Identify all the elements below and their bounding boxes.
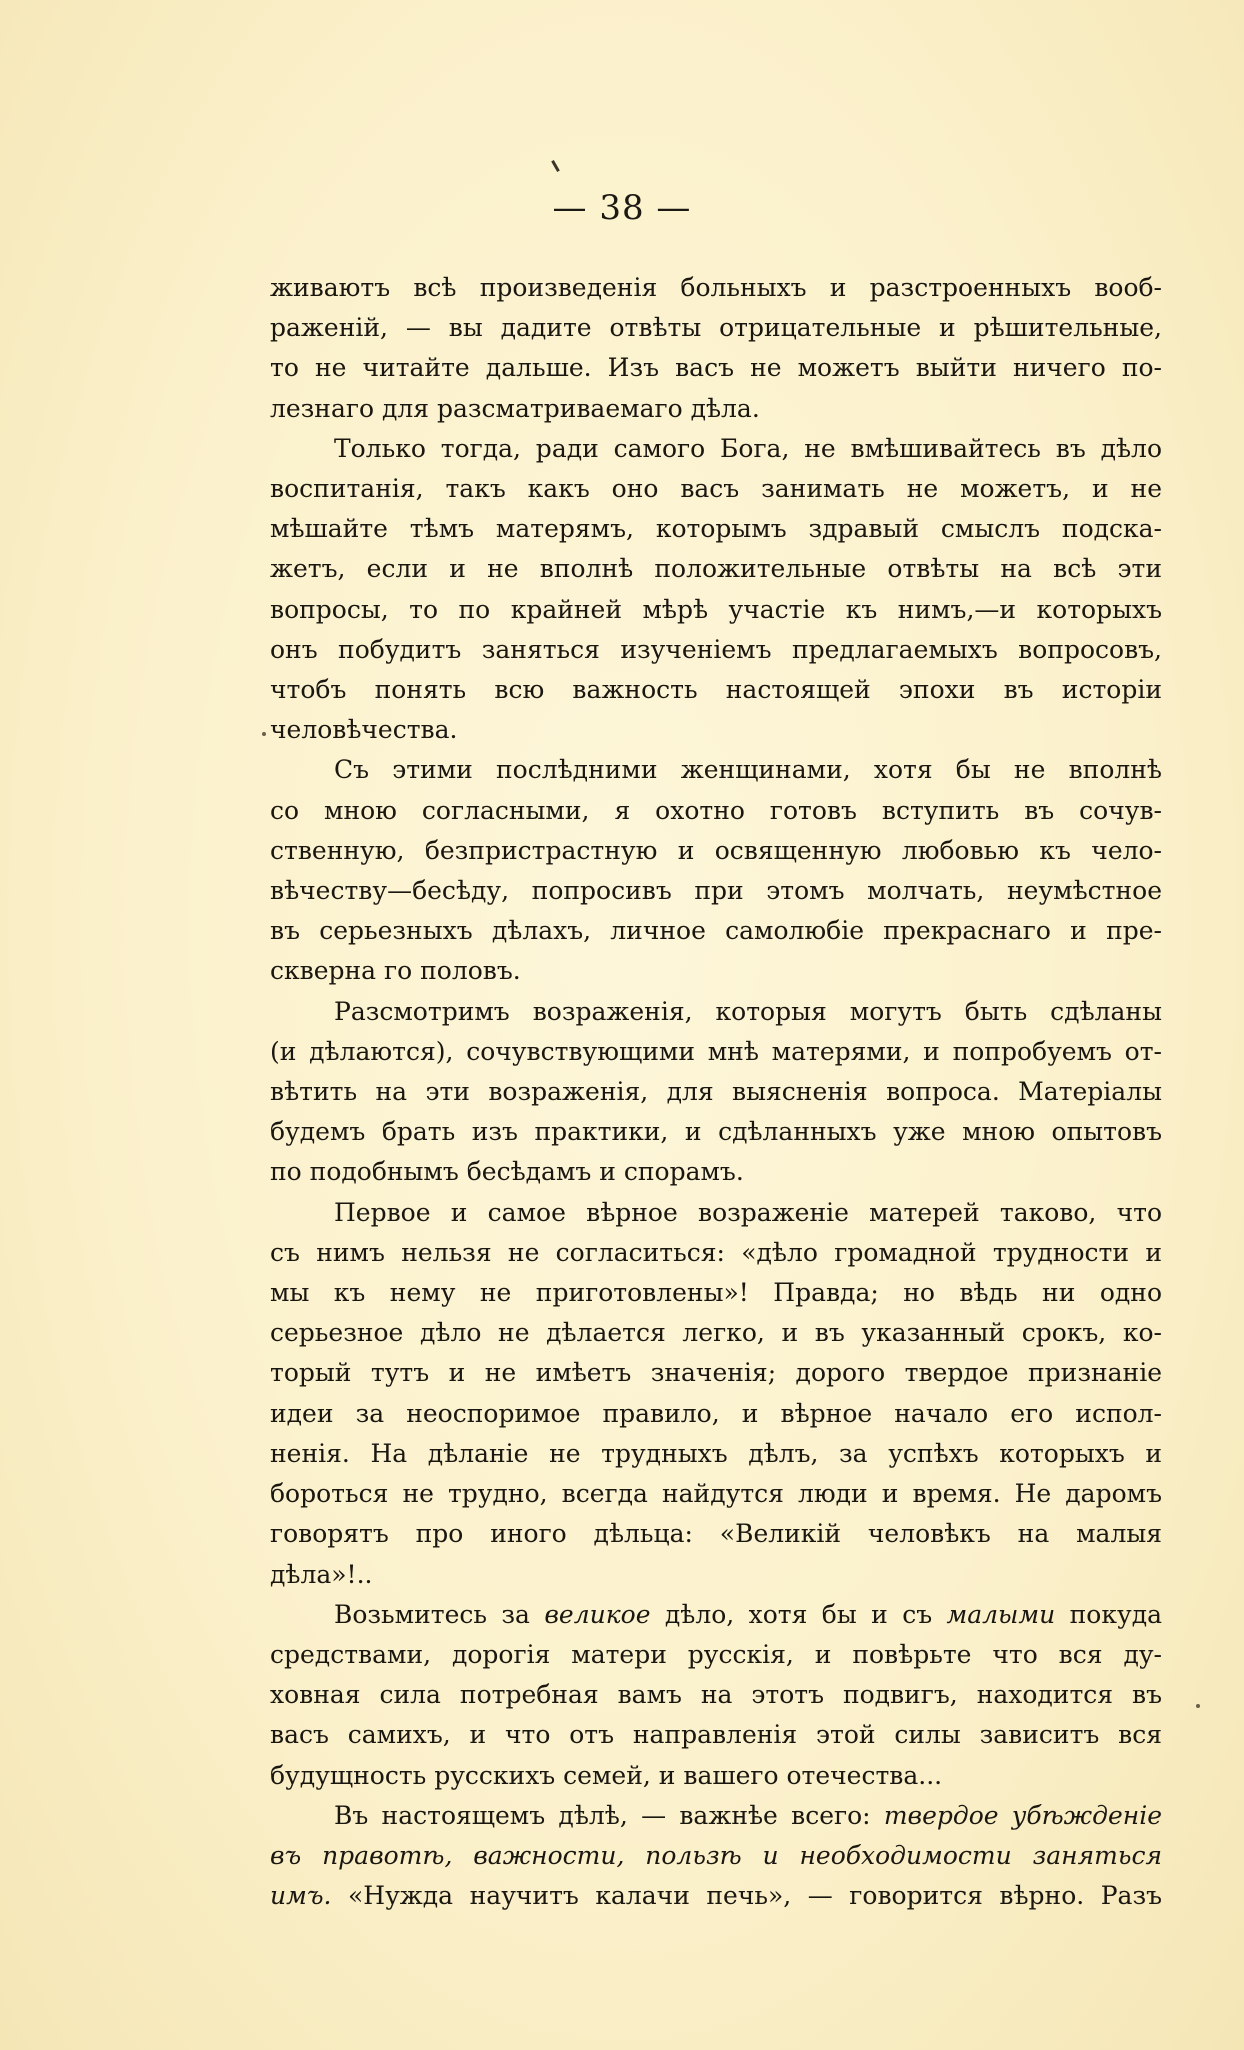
text-line: раженій, — вы дадите отвѣты отрицательные и рѣшительные, (270, 313, 1162, 343)
paragraph (270, 1595, 1162, 1796)
text-line: торый тутъ и не имѣетъ значенія; дорого твердое признаніе (270, 1358, 1162, 1388)
text-line (270, 1595, 1162, 1635)
text-line: дѣла»!.. (270, 1559, 373, 1589)
text-line (270, 1876, 1162, 1916)
text-line: человѣчества. (270, 715, 458, 745)
text-line: живаютъ всѣ произведенія больныхъ и разстроенныхъ вооб- (270, 273, 1162, 302)
paragraph (270, 750, 1162, 991)
text-line: въ серьезныхъ дѣлахъ, личное самолюбіе прекраснаго и пре- (270, 916, 1162, 946)
text-line: говорятъ про иного дѣльца: «Великій человѣкъ на малыя (270, 1519, 1162, 1549)
body-text (270, 268, 1162, 1916)
paragraph (270, 992, 1162, 1193)
text-line: съ нимъ нельзя не согласиться: «дѣло громадной трудности и (270, 1237, 1162, 1267)
ink-speck (262, 732, 266, 736)
text-line: скверна го половъ. (270, 956, 521, 986)
text-line: вопросы, то по крайней мѣрѣ участіе къ нимъ,—и которыхъ (270, 594, 1162, 624)
text-line: Съ этими послѣдними женщинами, хотя бы не вполнѣ (334, 755, 1162, 785)
text-line: лезнаго для разсматриваемаго дѣла. (270, 393, 760, 423)
paragraph (270, 1193, 1162, 1595)
text-line: идеи за неоспоримое правило, и вѣрное начало его испол- (270, 1398, 1162, 1428)
text-line: бороться не трудно, всегда найдутся люди и время. Не даромъ (270, 1479, 1162, 1509)
text-line: Только тогда, ради самого Бога, не вмѣшивайтесь въ дѣло (334, 433, 1162, 463)
text-line: ховная сила потребная вамъ на этотъ подвигъ, находится въ (270, 1680, 1162, 1710)
text-line: онъ побудитъ заняться изученіемъ предлагаемыхъ вопросовъ, (270, 634, 1162, 664)
text-line (270, 1796, 1162, 1836)
text-line: ненія. На дѣланіе не трудныхъ дѣлъ, за успѣхъ которыхъ и (270, 1438, 1162, 1468)
text-line (270, 1836, 1162, 1876)
text-line: серьезное дѣло не дѣлается легко, и въ указанный срокъ, ко- (270, 1318, 1162, 1348)
text-line: Разсмотримъ возраженія, которыя могутъ быть сдѣланы (334, 996, 1162, 1026)
italic-run: твердое убѣжденіе (883, 1800, 1162, 1830)
text-line: вѣтить на эти возраженія, для выясненія вопроса. Матеріалы (270, 1077, 1162, 1107)
page-number: — 38 — (552, 188, 692, 228)
text-line: вѣчеству—бесѣду, попросивъ при этомъ молчать, неумѣстное (270, 876, 1162, 906)
text-line: по подобнымъ бесѣдамъ и спорамъ. (270, 1157, 744, 1187)
text-line: будемъ брать изъ практики, и сдѣланныхъ уже мною опытовъ (270, 1117, 1162, 1147)
ink-speck (1196, 1704, 1200, 1708)
text-line: воспитанія, такъ какъ оно васъ занимать не можетъ, и не (270, 474, 1162, 504)
text-line: средствами, дорогія матери русскія, и повѣрьте что вся ду- (270, 1639, 1162, 1669)
text-line: чтобъ понять всю важность настоящей эпохи въ исторіи (270, 675, 1162, 705)
text-run: Въ настоящемъ дѣлѣ, — важнѣе всего: (334, 1800, 884, 1830)
text-line: мѣшайте тѣмъ матерямъ, которымъ здравый смыслъ подска- (270, 514, 1162, 544)
paragraph (270, 1796, 1162, 1917)
text-line: ственную, безпристрастную и освященную любовью къ чело- (270, 835, 1162, 865)
paragraph (270, 268, 1162, 429)
text-line: будущность русскихъ семей, и вашего отечества... (270, 1760, 943, 1790)
text-run: дѣло, хотя бы и съ (650, 1599, 947, 1629)
text-line: Первое и самое вѣрное возраженіе матерей таково, что (334, 1197, 1162, 1227)
text-line: (и дѣлаются), сочувствующими мнѣ матерями, и попробуемъ от- (270, 1036, 1162, 1066)
text-line: мы къ нему не приготовлены»! Правда; но вѣдь ни одно (270, 1278, 1162, 1308)
italic-run: малыми (946, 1599, 1056, 1629)
text-line: то не читайте дальше. Изъ васъ не можетъ выйти ничего по- (270, 353, 1162, 383)
text-run: «Нужда научитъ калачи печь», — говорится вѣрно. Разъ (331, 1881, 1162, 1911)
italic-run: имъ. (270, 1881, 332, 1911)
ink-mark (551, 160, 560, 172)
text-line: жетъ, если и не вполнѣ положительные отвѣты на всѣ эти (270, 554, 1162, 584)
paragraph (270, 429, 1162, 751)
italic-run: великое (544, 1599, 651, 1629)
italic-run: въ правотѣ, важности, пользѣ и необходимости заняться (270, 1840, 1162, 1870)
text-run: покуда (1055, 1599, 1162, 1629)
text-line: васъ самихъ, и что отъ направленія этой силы зависитъ вся (270, 1720, 1162, 1750)
text-line: со мною согласными, я охотно готовъ вступить въ сочув- (270, 795, 1162, 825)
text-run: Возьмитесь за (334, 1599, 545, 1629)
